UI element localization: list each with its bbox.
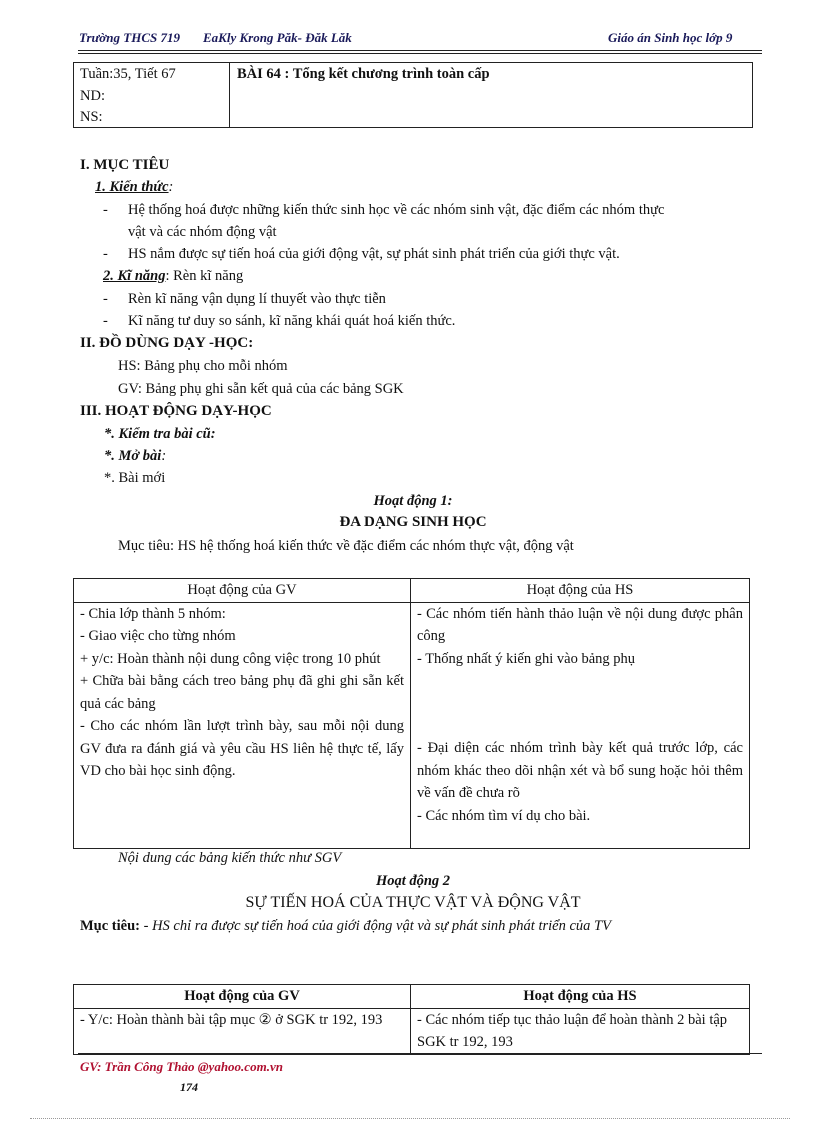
activity1-label: Hoạt động 1: xyxy=(373,493,453,509)
gv-line: + y/c: Hoàn thành nội dung công việc trong 10 phút xyxy=(80,650,381,667)
activity2-table xyxy=(73,984,750,1055)
gv-line: - Giao việc cho từng nhóm xyxy=(80,628,236,644)
hs-line: - Đại diện các nhóm trình bày kết quả trước lớp, các nhóm khác theo dõi nhận xét và bổ sung hoặc hỏi thêm về vấn đề chưa rõ xyxy=(417,740,743,801)
activity2-col-hs: Hoạt động của HS xyxy=(411,985,750,1009)
header-school: Trường THCS 719 xyxy=(79,30,180,45)
activity2-label: Hoạt động 2 xyxy=(375,873,451,889)
activity1-col-gv: Hoạt động của GV xyxy=(74,579,411,603)
skill-heading: 2. Kĩ năng: Rèn kĩ năng xyxy=(103,268,244,284)
header-location: EaKly Krong Păk- Đăk Lăk xyxy=(203,30,352,45)
activity1-hs-cell xyxy=(411,602,750,848)
gv-line: + Chữa bài bằng cách treo bảng phụ đã ghi ghi sẵn kết quả các bảng xyxy=(80,673,404,712)
activity2-hs-cell: - Các nhóm tiếp tục thảo luận để hoàn thành 2 bài tập SGK tr 192, 193 xyxy=(411,1008,750,1054)
activity1-title: ĐA DẠNG SINH HỌC xyxy=(339,514,487,530)
nd-label: ND: xyxy=(80,88,105,104)
new-lesson: *. Bài mới xyxy=(104,470,166,486)
gv-line: - Cho các nhóm lần lượt trình bày, sau mỗi nội dung GV đưa ra đánh giá và yêu cầu HS liên hệ thực tế, lấy VD cho bài học sinh động. xyxy=(80,718,404,779)
activity1-note: Nội dung các bảng kiến thức như SGV xyxy=(118,850,342,866)
knowledge-item-2: HS nắm được sự tiến hoá của giới động vật, sự phát sinh phát triển của giới thực vật. xyxy=(128,246,620,262)
activity1-objective: Mục tiêu: HS hệ thống hoá kiến thức về đặc điểm các nhóm thực vật, động vật xyxy=(118,538,574,554)
section-activities-title: III. HOẠT ĐỘNG DẠY-HỌC xyxy=(80,403,272,419)
skill-item-1: Rèn kĩ năng vận dụng lí thuyết vào thực tiễn xyxy=(128,291,386,307)
activity1-gv-cell xyxy=(74,602,411,848)
hs-line: - Các nhóm tìm ví dụ cho bài. xyxy=(417,807,591,824)
opening: *. Mở bài: xyxy=(104,448,167,464)
section-objectives-title: I. MỤC TIÊU xyxy=(80,157,170,173)
knowledge-item-1: Hệ thống hoá được những kiến thức sinh học về các nhóm sinh vật, đặc điểm các nhóm thực xyxy=(128,202,665,218)
week-period: Tuần:35, Tiết 67 xyxy=(80,66,176,82)
gv-line: - Chia lớp thành 5 nhóm: xyxy=(80,605,226,622)
materials-hs: HS: Bảng phụ cho mỗi nhóm xyxy=(118,358,288,374)
footer-author: GV: Trần Công Thảo @yahoo.com.vn xyxy=(80,1059,283,1074)
activity2-title: SỰ TIẾN HOÁ CỦA THỰC VẬT VÀ ĐỘNG VẬT xyxy=(245,894,581,911)
activity2-col-gv: Hoạt động của GV xyxy=(74,985,411,1009)
knowledge-item-1-cont: vật và các nhóm động vật xyxy=(128,224,277,240)
page-number: 174 xyxy=(180,1080,198,1094)
ns-label: NS: xyxy=(80,109,103,125)
activity1-col-hs: Hoạt động của HS xyxy=(411,579,750,603)
hs-line: - Các nhóm tiến hành thảo luận về nội dung được phân công xyxy=(417,605,743,644)
header-rule-thin xyxy=(78,53,762,54)
lesson-info-box xyxy=(73,62,753,128)
hs-line: - Thống nhất ý kiến ghi vào bảng phụ xyxy=(417,650,636,667)
skill-item-2: Kĩ năng tư duy so sánh, kĩ năng khái quát hoá kiến thức. xyxy=(128,313,456,329)
check-old-lesson: *. Kiểm tra bài cũ: xyxy=(104,426,216,442)
lesson-title: BÀI 64 : Tổng kết chương trình toàn cấp xyxy=(237,66,490,82)
page-edge xyxy=(30,1118,790,1119)
section-materials-title: II. ĐỒ DÙNG DẠY -HỌC: xyxy=(80,335,254,351)
footer-rule xyxy=(78,1053,762,1054)
activity2-objective: Mục tiêu: - HS chỉ ra được sự tiến hoá của giới động vật và sự phát sinh phát triển của TV xyxy=(80,918,611,934)
header-subject: Giáo án Sinh học lớp 9 xyxy=(608,30,733,45)
materials-gv: GV: Bảng phụ ghi sẵn kết quả của các bảng SGK xyxy=(118,381,404,397)
knowledge-heading: 1. Kiến thức: xyxy=(95,179,174,195)
header-rule xyxy=(78,50,762,51)
activity1-table xyxy=(73,578,750,849)
activity2-gv-cell: - Y/c: Hoàn thành bài tập mục ② ở SGK tr 192, 193 xyxy=(74,1008,411,1054)
